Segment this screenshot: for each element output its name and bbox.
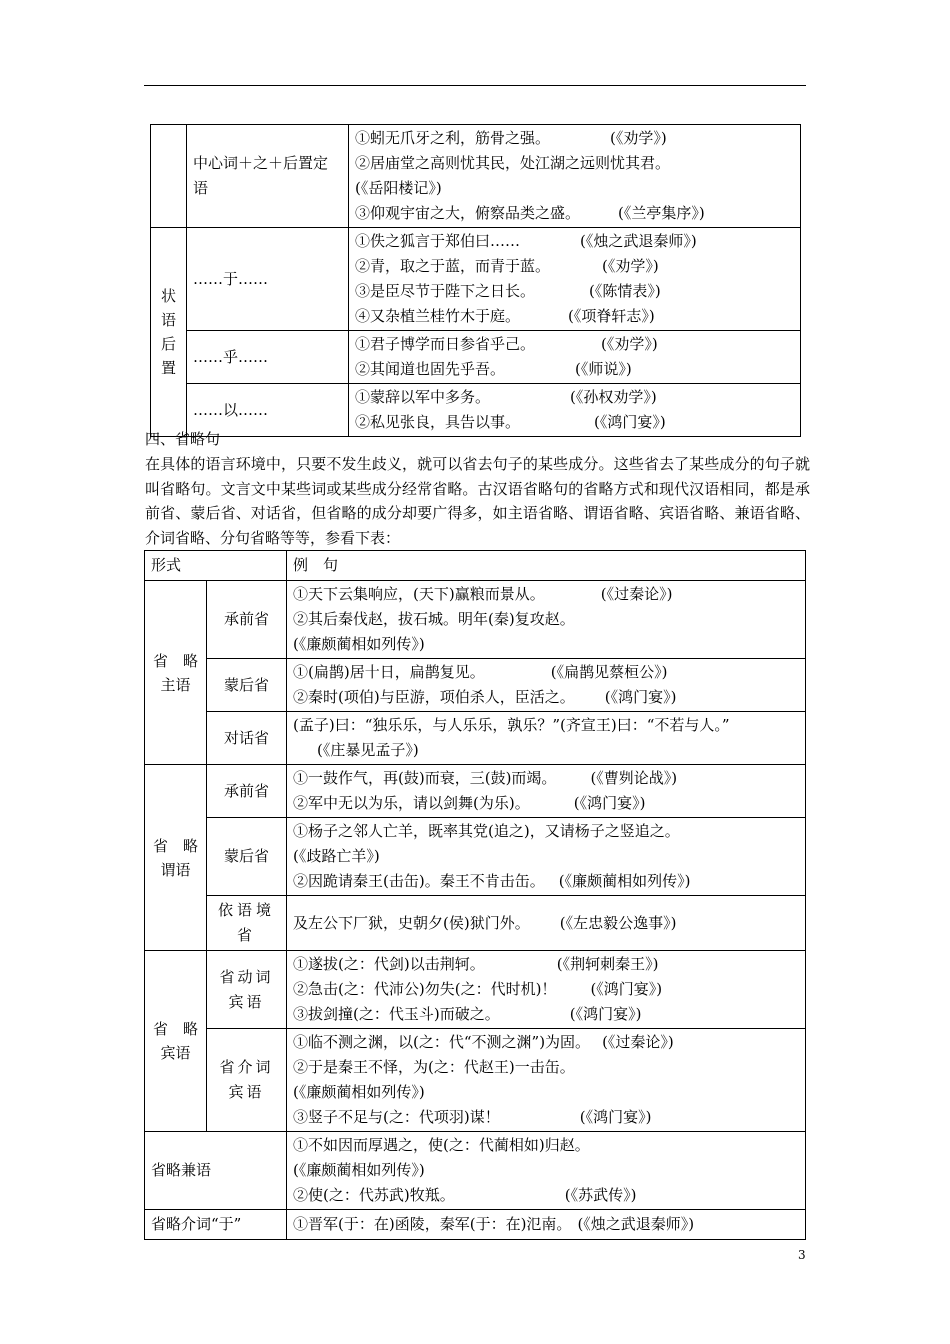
example-cell: ①(扁鹊)居十日，扁鹊复见。 (《扁鹊见蔡桓公》) ②秦时(项伯)与臣游，项伯杀人，臣活之。 (《鸿门宴》) — [287, 659, 806, 712]
adverbial-postposition-label: 状 语 后 置 — [151, 228, 187, 437]
example-cell: ①蚓无爪牙之利，筋骨之强。 (《劝学》) ②居庙堂之高则忧其民，处江湖之远则忧其君。 (《岳阳楼记》) ③仰观宇宙之大，俯察品类之盛。 (《兰亭集序》) — [349, 125, 801, 228]
sub-form: 省介词宾语 — [207, 1029, 287, 1132]
example-cell: ①天下云集响应，(天下)赢粮而景从。 (《过秦论》) ②其后秦伐赵，拔石城。明年(秦)复攻赵。 (《廉颇蔺相如列传》) — [287, 581, 806, 659]
predicate-omission-label: 省 略 谓语 — [145, 765, 207, 951]
example-cell: ①晋军(于：在)函陵，秦军(于：在)氾南。 (《烛之武退秦师》) — [287, 1210, 806, 1240]
postposition-table — [150, 124, 801, 437]
sub-form: 蒙后省 — [207, 818, 287, 896]
sub-form: 蒙后省 — [207, 659, 287, 712]
subject-omission-label: 省 略 主语 — [145, 581, 207, 765]
page-number: 3 — [798, 1248, 806, 1262]
section-title: 四、省略句 — [145, 430, 221, 448]
form-cell: ……乎…… — [187, 331, 349, 384]
example-cell: ①杨子之邻人亡羊，既率其党(追之)，又请杨子之竖追之。 (《歧路亡羊》) ②因跪请秦王(击缶)。秦王不肯击缶。 (《廉颇蔺相如列传》) — [287, 818, 806, 896]
sub-form: 省动词宾语 — [207, 951, 287, 1029]
ellipsis-table — [144, 550, 806, 1240]
example-cell: ①蒙辞以军中多务。 (《孙权劝学》) ②私见张良，具告以事。 (《鸿门宴》) — [349, 384, 801, 437]
example-cell: ①佚之狐言于郑伯曰…… (《烛之武退秦师》) ②青，取之于蓝，而青于蓝。 (《劝学》) ③是臣尽节于陛下之日长。 (《陈情表》) ④又杂植兰桂竹木于庭。 (《项脊轩志》) — [349, 228, 801, 331]
sub-form: 承前省 — [207, 765, 287, 818]
example-cell: (孟子)曰：“独乐乐，与人乐乐，孰乐？”(齐宣王)曰：“不若与人。” (《庄暴见孟子》) — [287, 712, 806, 765]
example-cell: ①临不测之渊，以(之：代“不测之渊”)为固。 (《过秦论》) ②于是秦王不怿，为(之：代赵王)一击缶。 (《廉颇蔺相如列传》) ③竖子不足与(之：代项羽)谋！ (《鸿门宴》) — [287, 1029, 806, 1132]
sub-form: 承前省 — [207, 581, 287, 659]
empty-cell — [151, 125, 187, 228]
example-cell: ①不如因而厚遇之，使(之：代蔺相如)归赵。 (《廉颇蔺相如列传》) ②使(之：代苏武)牧羝。 (《苏武传》) — [287, 1132, 806, 1210]
header-form: 形式 — [145, 551, 287, 581]
form-cell: 省略介词“于” — [145, 1210, 287, 1240]
form-cell: 省略兼语 — [145, 1132, 287, 1210]
header-example: 例 句 — [287, 551, 806, 581]
header-rule — [144, 85, 806, 86]
form-cell: ……以…… — [187, 384, 349, 437]
example-cell: ①君子博学而日参省乎己。 (《劝学》) ②其闻道也固先乎吾。 (《师说》) — [349, 331, 801, 384]
sub-form: 依语境省 — [207, 896, 287, 951]
object-omission-label: 省 略 宾语 — [145, 951, 207, 1132]
form-cell: ……于…… — [187, 228, 349, 331]
example-cell: 及左公下厂狱，史朝夕(侯)狱门外。 (《左忠毅公逸事》) — [287, 896, 806, 951]
example-cell: ①遂拔(之：代剑)以击荆轲。 (《荆轲刺秦王》) ②急击(之：代沛公)勿失(之：代时机)！ (《鸿门宴》) ③拔剑撞(之：代玉斗)而破之。 (《鸿门宴》) — [287, 951, 806, 1029]
intro-paragraph: 在具体的语言环境中，只要不发生歧义，就可以省去句子的某些成分。这些省去了某些成分的句子就叫省略句。文言文中某些词或某些成分经常省略。古汉语省略句的省略方式和现代汉语相同，都是承前省、蒙后省、对话省，但省略的成分却要广得多，如主语省略、谓语省略、宾语省略、兼语省略、介词省略、分句省略等等，参看下表： — [145, 455, 810, 547]
sub-form: 对话省 — [207, 712, 287, 765]
form-cell: 中心词＋之＋后置定语 — [187, 125, 349, 228]
example-cell: ①一鼓作气，再(鼓)而衰，三(鼓)而竭。 (《曹刿论战》) ②军中无以为乐，请以剑舞(为乐)。 (《鸿门宴》) — [287, 765, 806, 818]
